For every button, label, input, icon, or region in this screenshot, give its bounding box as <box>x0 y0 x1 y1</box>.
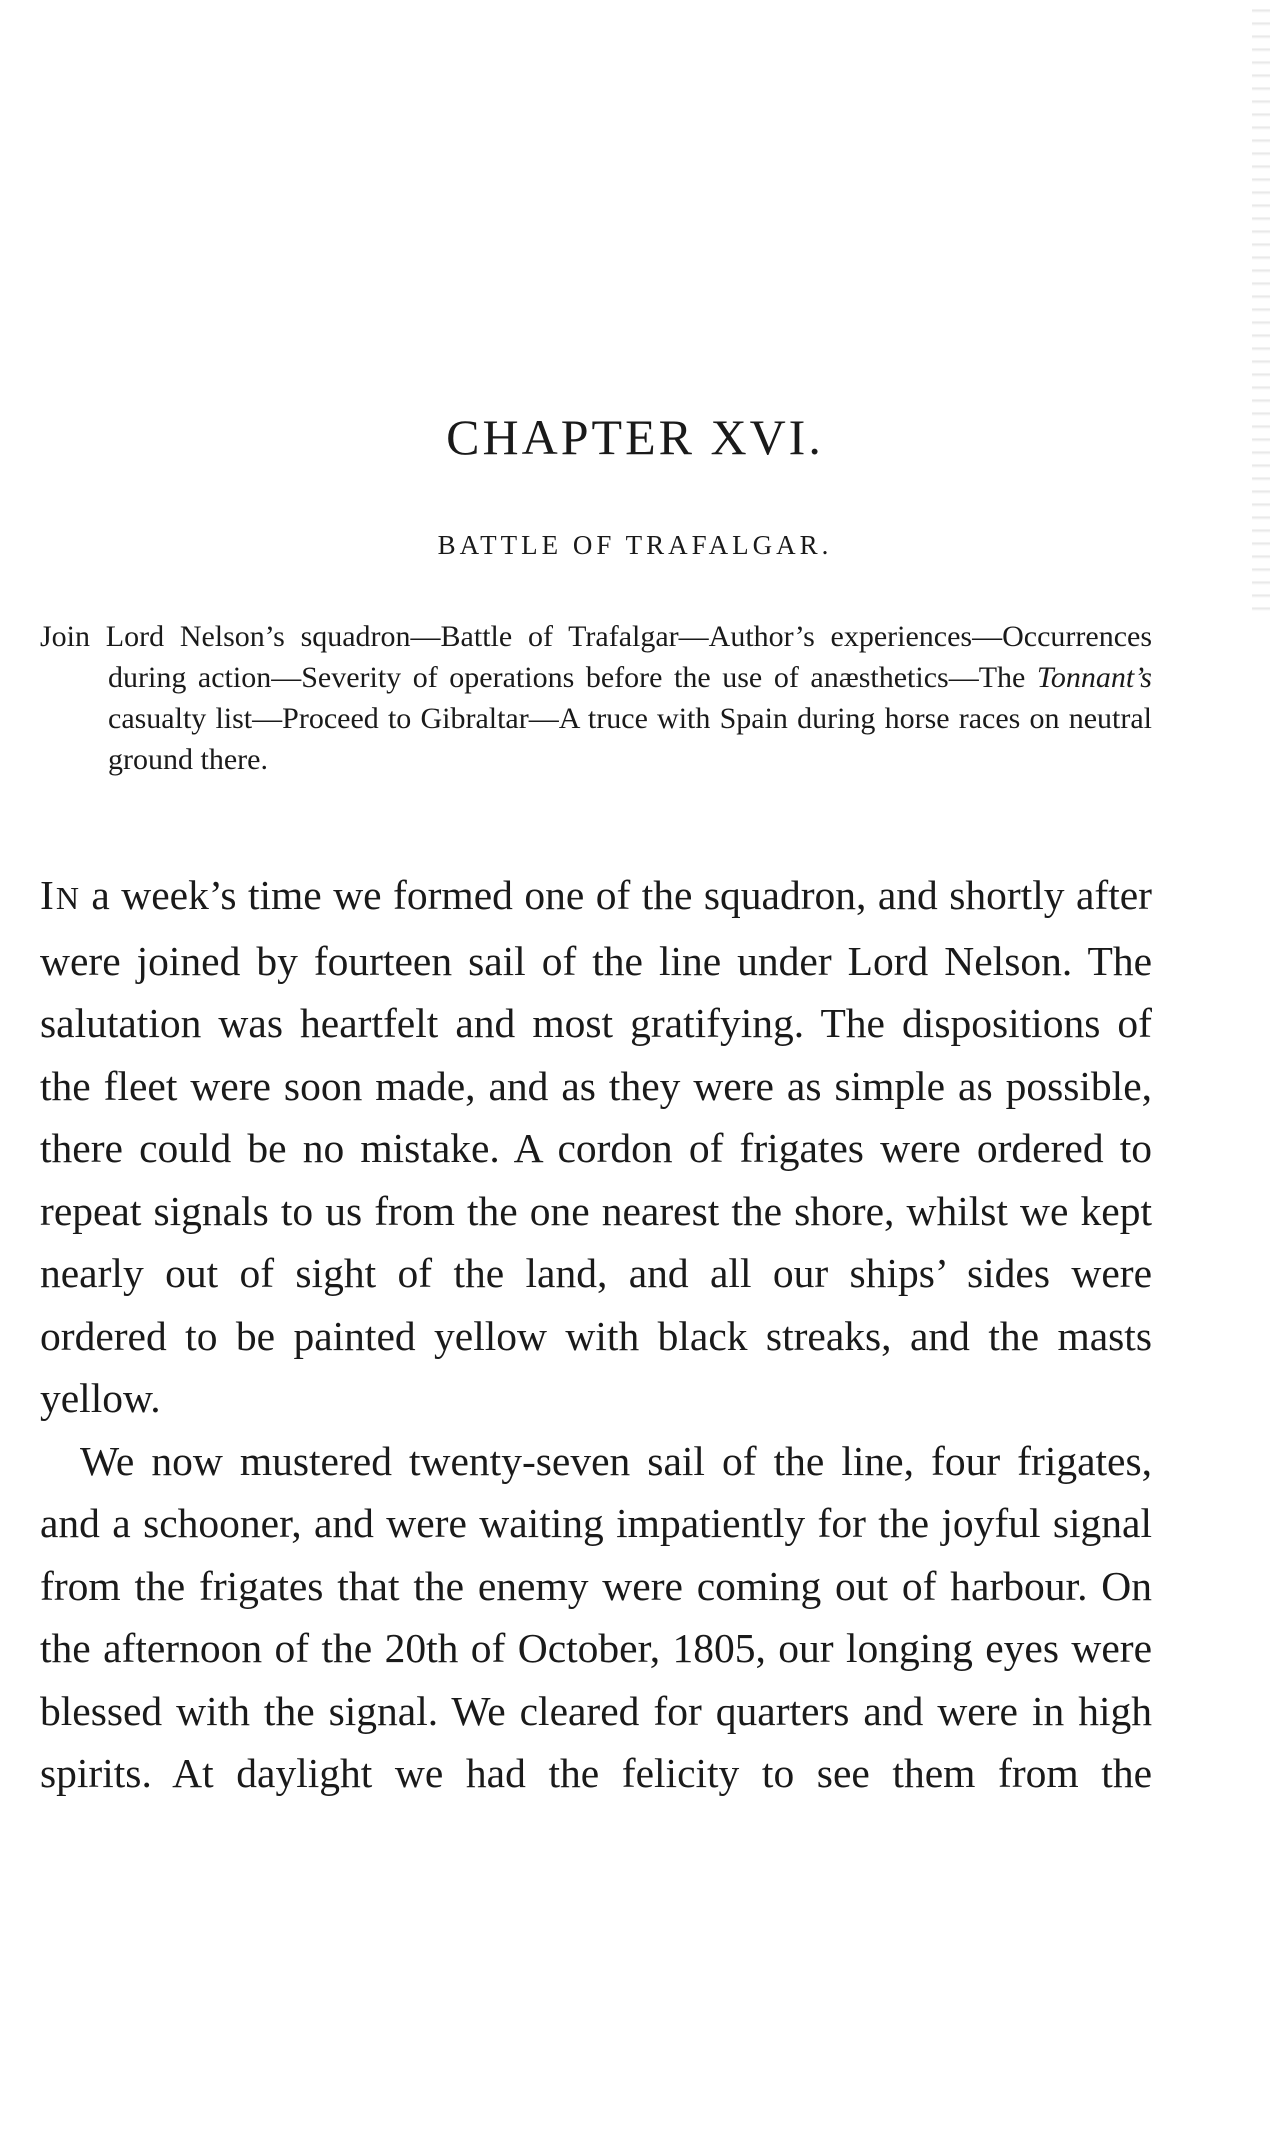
initial-smallcap: N <box>55 880 80 916</box>
paragraph-1 <box>40 864 1152 1430</box>
paragraph-2: We now mustered twenty-seven sail of the line, four frigates, and a schooner, and were waiting impatiently for the joyful signal from the frigates that the enemy were coming out of harbour. On the afternoon of the 20th of October, 1805, our longing eyes were blessed with the signal. We cleared for quarters and were in high spirits. At daylight we had the felicity to see them from the <box>40 1437 1152 1796</box>
initial-letter: I <box>40 872 56 918</box>
synopsis-text-before: Join Lord Nelson’s squadron—Battle of Trafalgar—Author’s experiences—Occurrences during action—Severity of operations before the use of anæsthetics—The <box>40 620 1152 694</box>
ship-name: Tonnant’s <box>1036 661 1152 694</box>
chapter-synopsis <box>40 616 1152 780</box>
scan-edge-artifact <box>1252 0 1270 620</box>
body-text <box>40 864 1152 1805</box>
paragraph-1-text: a week’s time we formed one of the squadron, and shortly after were joined by fourteen sail of the line under Lord Nelson. The salutation was heartfelt and most gratifying. The dispositions of the fleet were soon made, and as they were as simple as possible, there could be no mistake. A cordon of frigates were ordered to repeat signals to us from the one nearest the shore, whilst we kept nearly out of sight of the land, and all our ships’ sides were ordered to be painted yellow with black streaks, and the masts yellow. <box>40 872 1152 1421</box>
chapter-subtitle: BATTLE OF TRAFALGAR. <box>437 530 833 560</box>
chapter-title: CHAPTER XVI. <box>446 409 824 465</box>
synopsis-text-after: casualty list—Proceed to Gibraltar—A truce with Spain during horse races on neutral ground there. <box>108 702 1152 776</box>
